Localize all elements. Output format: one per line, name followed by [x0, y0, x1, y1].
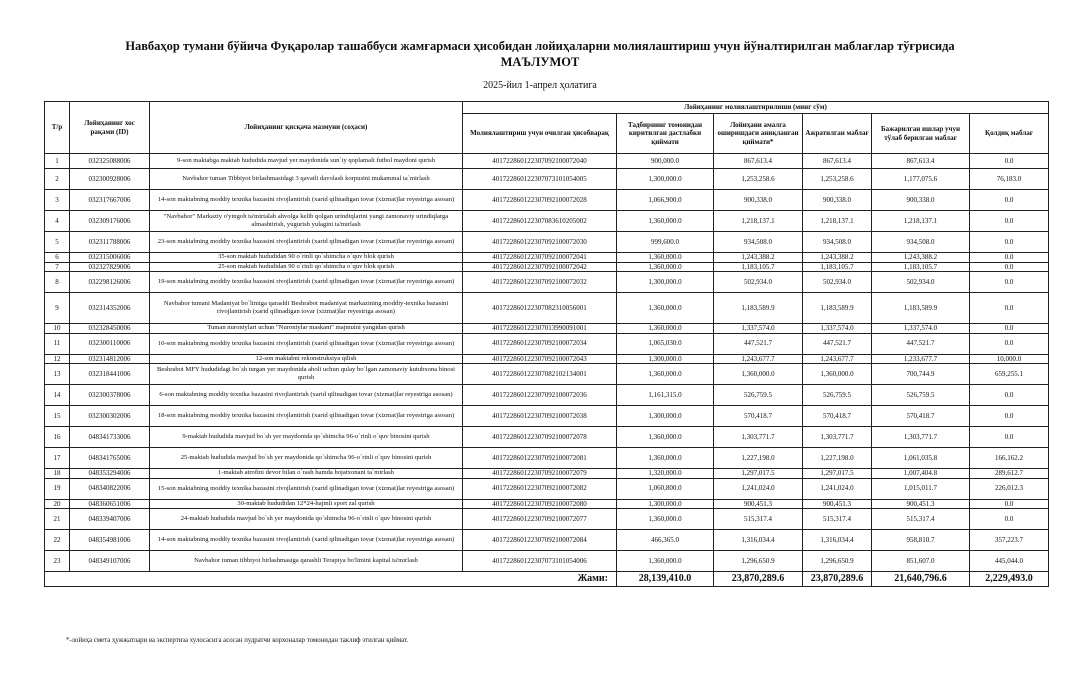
- row-account: 401722860122307082310056001: [463, 293, 617, 324]
- row-allocated: 570,418.7: [803, 406, 872, 427]
- row-contract: 1,243,388.2: [714, 253, 803, 263]
- row-desc: 14-son maktabning moddiy texnika bazasini rivojlantirish (xarid qilinadigan tovar (xizmat)lar reyestriga asosan): [150, 190, 463, 211]
- table-row: [45, 190, 1049, 211]
- row-allocated: 1,253,258.6: [803, 169, 872, 190]
- row-initial: 1,060,800.0: [617, 478, 714, 499]
- row-account: 401722860122307092100072081: [463, 448, 617, 469]
- row-contract: 570,418.7: [714, 406, 803, 427]
- header-funding-group: Лойиҳанинг молиялаштирилиши (минг сўм): [463, 102, 1049, 114]
- row-account: 401722860122307092100072036: [463, 385, 617, 406]
- row-remaining: 76,183.0: [970, 169, 1049, 190]
- row-initial: 1,300,000.0: [617, 169, 714, 190]
- row-initial: 1,300,000.0: [617, 272, 714, 293]
- row-desc: 9-maktab hududida mavjud bo`sh yer maydonida qo`shimcha 96-o`rinli o`quv binosini qurish: [150, 427, 463, 448]
- row-num: 11: [45, 333, 70, 354]
- row-contract: 1,337,574.0: [714, 324, 803, 334]
- row-account: 401722860122307092100072034: [463, 333, 617, 354]
- row-desc: 35-son maktab hududidan 90 o`rinli qo`shimcha o`quv blok qurish: [150, 253, 463, 263]
- row-allocated: 1,316,034.4: [803, 530, 872, 551]
- row-id: 048339407006: [70, 509, 150, 530]
- footnote: *-лойиҳа смета ҳужжатлари ва экспертиза хулосасига асосан пудратчи корхоналар томонидан таклиф этилган қиймат.: [66, 637, 409, 644]
- row-contract: 1,183,105.7: [714, 262, 803, 272]
- table-row: [45, 232, 1049, 253]
- row-account: 401722860122307092100072078: [463, 427, 617, 448]
- header-num: Т/р: [45, 102, 70, 154]
- row-id: 032317667006: [70, 190, 150, 211]
- total-contract: 23,870,289.6: [714, 572, 803, 587]
- header-initial: Тадбирнинг томонидан киритилган дастлабки қиймати: [617, 114, 714, 154]
- table-row: [45, 272, 1049, 293]
- row-remaining: 357,223.7: [970, 530, 1049, 551]
- row-allocated: 502,934.0: [803, 272, 872, 293]
- row-account: 401722860122307092100072043: [463, 354, 617, 364]
- row-desc: 18-son maktabning moddiy texnika bazasini rivojlantirish (xarid qilinadigan tovar (xizmat)lar reyestriga asosan): [150, 406, 463, 427]
- row-account: 401722860122307092100072030: [463, 232, 617, 253]
- row-id: 032300928006: [70, 169, 150, 190]
- row-num: 15: [45, 406, 70, 427]
- row-account: 401722860122307092100072032: [463, 272, 617, 293]
- table-row: [45, 333, 1049, 354]
- row-allocated: 1,218,137.1: [803, 211, 872, 232]
- row-desc: 9-son maktabga maktab hududida mavjud yer maydonida sun`iy qoplamali futbol maydoni qurish: [150, 154, 463, 169]
- row-account: 401722860122307092100072079: [463, 469, 617, 479]
- row-id: 032327829006: [70, 262, 150, 272]
- row-allocated: 1,297,017.5: [803, 469, 872, 479]
- row-initial: 1,360,000.0: [617, 427, 714, 448]
- row-initial: 1,360,000.0: [617, 448, 714, 469]
- row-initial: 900,000.0: [617, 154, 714, 169]
- row-paid: 1,007,404.8: [872, 469, 970, 479]
- header-desc: Лойиҳанинг қисқача мазмуни (соҳаси): [150, 102, 463, 154]
- row-contract: 1,218,137.1: [714, 211, 803, 232]
- row-allocated: 1,243,388.2: [803, 253, 872, 263]
- row-desc: 25-son maktab hududidan 90 o`rinli qo`shimcha o`quv blok qurish: [150, 262, 463, 272]
- row-desc: 19-son maktabning moddiy texnika bazasini rivojlantirish (xarid qilinadigan tovar (xizmat)lar reyestriga asosan): [150, 272, 463, 293]
- row-id: 032311788006: [70, 232, 150, 253]
- total-allocated: 23,870,289.6: [803, 572, 872, 587]
- row-num: 14: [45, 385, 70, 406]
- row-initial: 1,320,000.0: [617, 469, 714, 479]
- table-row: [45, 448, 1049, 469]
- row-num: 1: [45, 154, 70, 169]
- row-contract: 447,521.7: [714, 333, 803, 354]
- row-remaining: 0.0: [970, 232, 1049, 253]
- row-remaining: 289,612.7: [970, 469, 1049, 479]
- row-num: 21: [45, 509, 70, 530]
- table-row: [45, 499, 1049, 509]
- row-desc: "Navbahor" Markaziy o'yingoh ta'mirtalab ahvolga kelib qolgan urindiqlarini yangi zamonaviy urindiqlarga almashtirish, yugurish yulagini ta'mirlash: [150, 211, 463, 232]
- table-row: [45, 469, 1049, 479]
- row-desc: Beshrabot MFY hududidagi bo`sh turgan yer maydonida aholi uchun qulay bo`lgan zamonaviy kutubxona binosi qurish: [150, 364, 463, 385]
- row-paid: 1,233,677.7: [872, 354, 970, 364]
- row-remaining: 0.0: [970, 324, 1049, 334]
- table-row: [45, 324, 1049, 334]
- header-id: Лойиҳанинг хос рақами (ID): [70, 102, 150, 154]
- row-id: 048340822006: [70, 478, 150, 499]
- document-title: [0, 38, 1080, 70]
- row-allocated: 1,337,574.0: [803, 324, 872, 334]
- row-id: 048353294006: [70, 469, 150, 479]
- row-contract: 1,316,034.4: [714, 530, 803, 551]
- row-paid: 570,418.7: [872, 406, 970, 427]
- row-account: 401722860122307013990091001: [463, 324, 617, 334]
- row-allocated: 1,183,589.9: [803, 293, 872, 324]
- header-contract: Лойиҳани амалга оширишдаги аниқланган қиймати*: [714, 114, 803, 154]
- row-desc: 1-maktab atrofini devor bilan o`rash hamda hojatxonani ta`mirlash: [150, 469, 463, 479]
- row-num: 23: [45, 551, 70, 572]
- row-remaining: 0.0: [970, 406, 1049, 427]
- row-initial: 1,161,315.0: [617, 385, 714, 406]
- row-paid: 851,607.0: [872, 551, 970, 572]
- row-paid: 515,317.4: [872, 509, 970, 530]
- table-row: [45, 551, 1049, 572]
- row-remaining: 0.0: [970, 190, 1049, 211]
- row-account: 401722860122307073101054006: [463, 551, 617, 572]
- row-account: 401722860122307082102134001: [463, 364, 617, 385]
- row-num: 13: [45, 364, 70, 385]
- row-contract: 900,338.0: [714, 190, 803, 211]
- row-initial: 466,365.0: [617, 530, 714, 551]
- row-paid: 867,613.4: [872, 154, 970, 169]
- row-desc: 25-maktab hududida mavjud bo`sh yer maydonida qo`shimcha 96-o`rinli o`quv binosini qurish: [150, 448, 463, 469]
- row-num: 6: [45, 253, 70, 263]
- header-paid: Бажарилган ишлар учун тўлаб берилган маблағ: [872, 114, 970, 154]
- row-contract: 934,508.0: [714, 232, 803, 253]
- title-line-1: Навбаҳор тумани бўйича Фуқаролар ташаббуси жамғармаси ҳисобидан лойиҳаларни молиялаштириш учун йўналтирилган маблағлар тўғрисида: [125, 39, 955, 53]
- row-initial: 1,300,000.0: [617, 354, 714, 364]
- row-num: 18: [45, 469, 70, 479]
- row-paid: 1,183,589.9: [872, 293, 970, 324]
- row-account: 401722860122307092100072041: [463, 253, 617, 263]
- row-initial: 1,360,000.0: [617, 262, 714, 272]
- row-paid: 1,337,574.0: [872, 324, 970, 334]
- row-allocated: 1,227,198.0: [803, 448, 872, 469]
- row-contract: 1,297,017.5: [714, 469, 803, 479]
- row-account: 401722860122307092100072084: [463, 530, 617, 551]
- row-desc: 30-maktab hududidan 12*24-hajmli sport zal qurish: [150, 499, 463, 509]
- row-contract: 1,253,258.6: [714, 169, 803, 190]
- row-initial: 1,360,000.0: [617, 293, 714, 324]
- row-num: 3: [45, 190, 70, 211]
- row-contract: 1,296,650.9: [714, 551, 803, 572]
- row-id: 048349107006: [70, 551, 150, 572]
- row-desc: 23-son maktabning moddiy texnika bazasini rivojlantirish (xarid qilinadigan tovar (xizmat)lar reyestriga asosan): [150, 232, 463, 253]
- row-paid: 1,183,105.7: [872, 262, 970, 272]
- row-allocated: 1,303,771.7: [803, 427, 872, 448]
- row-num: 9: [45, 293, 70, 324]
- row-id: 032315006006: [70, 253, 150, 263]
- row-allocated: 1,243,677.7: [803, 354, 872, 364]
- row-contract: 1,243,677.7: [714, 354, 803, 364]
- total-remaining: 2,229,493.0: [970, 572, 1049, 587]
- row-account: 401722860122307092100072028: [463, 190, 617, 211]
- row-id: 032300110006: [70, 333, 150, 354]
- row-initial: 1,300,000.0: [617, 499, 714, 509]
- row-desc: 15-son maktabning moddiy texnika bazasini rivojlantirish (xarid qilinadigan tovar (xizmat)lar reyestriga asosan): [150, 478, 463, 499]
- row-num: 22: [45, 530, 70, 551]
- row-paid: 1,218,137.1: [872, 211, 970, 232]
- row-initial: 1,360,000.0: [617, 364, 714, 385]
- row-account: 401722860122307092100072038: [463, 406, 617, 427]
- row-num: 10: [45, 324, 70, 334]
- row-paid: 447,521.7: [872, 333, 970, 354]
- row-id: 032325088006: [70, 154, 150, 169]
- row-remaining: 0.0: [970, 272, 1049, 293]
- table-row: [45, 211, 1049, 232]
- row-remaining: 0.0: [970, 333, 1049, 354]
- row-paid: 900,451.3: [872, 499, 970, 509]
- row-remaining: 0.0: [970, 262, 1049, 272]
- document-date: 2025-йил 1-апрел ҳолатига: [483, 80, 597, 91]
- row-desc: Navbahor tuman tibbiyot birlashmasiga qarashli Terapiya bo'limini kapital ta'mirlash: [150, 551, 463, 572]
- header-account: Молиялаштириш учун очилган ҳисобварақ: [463, 114, 617, 154]
- table-row: [45, 427, 1049, 448]
- row-allocated: 934,508.0: [803, 232, 872, 253]
- row-num: 7: [45, 262, 70, 272]
- row-paid: 700,744.9: [872, 364, 970, 385]
- row-initial: 1,360,000.0: [617, 211, 714, 232]
- row-id: 032298126006: [70, 272, 150, 293]
- row-paid: 526,759.5: [872, 385, 970, 406]
- row-desc: 6-son maktabning moddiy texnika bazasini rivojlantirish (xarid qilinadigan tovar (xizmat)lar reyestriga asosan): [150, 385, 463, 406]
- row-remaining: 0.0: [970, 154, 1049, 169]
- row-allocated: 1,183,105.7: [803, 262, 872, 272]
- header-remaining: Қолдиқ маблағ: [970, 114, 1049, 154]
- row-allocated: 447,521.7: [803, 333, 872, 354]
- total-initial: 28,139,410.0: [617, 572, 714, 587]
- row-account: 401722860122307092100072082: [463, 478, 617, 499]
- table-row: [45, 253, 1049, 263]
- row-contract: 1,303,771.7: [714, 427, 803, 448]
- row-num: 17: [45, 448, 70, 469]
- row-initial: 1,066,900.0: [617, 190, 714, 211]
- row-num: 20: [45, 499, 70, 509]
- row-desc: 12-son maktabni rekonstruksiya qilish: [150, 354, 463, 364]
- row-account: 401722860122307092100072080: [463, 499, 617, 509]
- row-paid: 1,177,075.6: [872, 169, 970, 190]
- row-allocated: 900,451.3: [803, 499, 872, 509]
- row-paid: 1,015,011.7: [872, 478, 970, 499]
- row-paid: 1,243,388.2: [872, 253, 970, 263]
- row-allocated: 1,360,000.0: [803, 364, 872, 385]
- row-allocated: 526,759.5: [803, 385, 872, 406]
- row-desc: Tuman nuroniylari uchun "Nuroniylar maskani" majmuini yangidan qurish: [150, 324, 463, 334]
- row-initial: 1,360,000.0: [617, 509, 714, 530]
- row-initial: 1,065,030.0: [617, 333, 714, 354]
- table-row: [45, 385, 1049, 406]
- row-paid: 1,303,771.7: [872, 427, 970, 448]
- row-paid: 958,810.7: [872, 530, 970, 551]
- row-id: 048354981006: [70, 530, 150, 551]
- row-num: 16: [45, 427, 70, 448]
- total-row: [45, 572, 1049, 587]
- row-allocated: 1,296,650.9: [803, 551, 872, 572]
- row-remaining: 445,044.0: [970, 551, 1049, 572]
- table-row: [45, 293, 1049, 324]
- row-id: 048360651006: [70, 499, 150, 509]
- row-remaining: 0.0: [970, 211, 1049, 232]
- row-num: 19: [45, 478, 70, 499]
- row-contract: 515,317.4: [714, 509, 803, 530]
- row-num: 4: [45, 211, 70, 232]
- row-contract: 1,183,589.9: [714, 293, 803, 324]
- row-remaining: 226,012.3: [970, 478, 1049, 499]
- row-desc: 14-son maktabning moddiy texnika bazasini rivojlantirish (xarid qilinadigan tovar (xizmat)lar reyestriga asosan): [150, 530, 463, 551]
- row-desc: 10-son maktabning moddiy texnika bazasini rivojlantirish (xarid qilinadigan tovar (xizmat)lar reyestriga asosan): [150, 333, 463, 354]
- row-remaining: 0.0: [970, 499, 1049, 509]
- total-label: Жами:: [45, 572, 617, 587]
- table-row: [45, 354, 1049, 364]
- row-desc: Navbahor tumani Madaniyat bo`limiga qarashli Beshrabot madaniyat markazining moddiy-texnika bazasini rivojlantirish (xarid qilinadigan tovar (xizmat)lar reyestriga asosan): [150, 293, 463, 324]
- row-id: 032314812006: [70, 354, 150, 364]
- row-paid: 934,508.0: [872, 232, 970, 253]
- row-account: 401722860122307083610205002: [463, 211, 617, 232]
- row-contract: 1,241,024.0: [714, 478, 803, 499]
- row-contract: 1,227,198.0: [714, 448, 803, 469]
- row-num: 5: [45, 232, 70, 253]
- row-desc: Navbahor tuman Tibbiyot birlashmasidagi 3 qavatli davolash korpusini mukammal ta`mirlash: [150, 169, 463, 190]
- row-remaining: 0.0: [970, 293, 1049, 324]
- row-initial: 1,360,000.0: [617, 253, 714, 263]
- row-id: 048341765006: [70, 448, 150, 469]
- row-allocated: 900,338.0: [803, 190, 872, 211]
- table-row: [45, 262, 1049, 272]
- title-line-2: МАЪЛУМОТ: [500, 55, 580, 69]
- row-desc: 24-maktab hududida mavjud bo`sh yer maydonida qo`shimcha 96-o`rinli o`quv binosini qurish: [150, 509, 463, 530]
- table-row: [45, 406, 1049, 427]
- row-contract: 526,759.5: [714, 385, 803, 406]
- row-num: 2: [45, 169, 70, 190]
- total-paid: 21,640,796.6: [872, 572, 970, 587]
- row-contract: 502,934.0: [714, 272, 803, 293]
- row-remaining: 0.0: [970, 385, 1049, 406]
- row-remaining: 10,000.0: [970, 354, 1049, 364]
- row-contract: 867,613.4: [714, 154, 803, 169]
- table-row: [45, 530, 1049, 551]
- row-remaining: 0.0: [970, 253, 1049, 263]
- row-id: 032309176006: [70, 211, 150, 232]
- row-remaining: 659,255.1: [970, 364, 1049, 385]
- row-remaining: 0.0: [970, 427, 1049, 448]
- row-num: 8: [45, 272, 70, 293]
- row-id: 048341733006: [70, 427, 150, 448]
- row-id: 032328450006: [70, 324, 150, 334]
- row-num: 12: [45, 354, 70, 364]
- row-allocated: 867,613.4: [803, 154, 872, 169]
- row-remaining: 0.0: [970, 509, 1049, 530]
- row-id: 032314352006: [70, 293, 150, 324]
- table-row: [45, 154, 1049, 169]
- row-allocated: 515,317.4: [803, 509, 872, 530]
- row-initial: 1,300,000.0: [617, 406, 714, 427]
- funding-table: [44, 101, 1049, 587]
- header-allocated: Ажратилган маблағ: [803, 114, 872, 154]
- row-allocated: 1,241,024.0: [803, 478, 872, 499]
- table-row: [45, 169, 1049, 190]
- row-initial: 1,360,000.0: [617, 324, 714, 334]
- row-paid: 900,338.0: [872, 190, 970, 211]
- row-remaining: 166,162.2: [970, 448, 1049, 469]
- row-contract: 900,451.3: [714, 499, 803, 509]
- row-initial: 1,360,000.0: [617, 551, 714, 572]
- row-account: 401722860122307092100072042: [463, 262, 617, 272]
- row-id: 032300302006: [70, 406, 150, 427]
- row-account: 401722860122307073101054005: [463, 169, 617, 190]
- table-row: [45, 478, 1049, 499]
- table-row: [45, 364, 1049, 385]
- row-id: 032318441006: [70, 364, 150, 385]
- row-account: 40172286012230709210007​2040: [463, 154, 617, 169]
- row-account: 401722860122307092100072077: [463, 509, 617, 530]
- row-id: 032300378006: [70, 385, 150, 406]
- row-initial: 999,600.0: [617, 232, 714, 253]
- table-row: [45, 509, 1049, 530]
- row-paid: 502,934.0: [872, 272, 970, 293]
- row-contract: 1,360,000.0: [714, 364, 803, 385]
- row-paid: 1,061,035.8: [872, 448, 970, 469]
